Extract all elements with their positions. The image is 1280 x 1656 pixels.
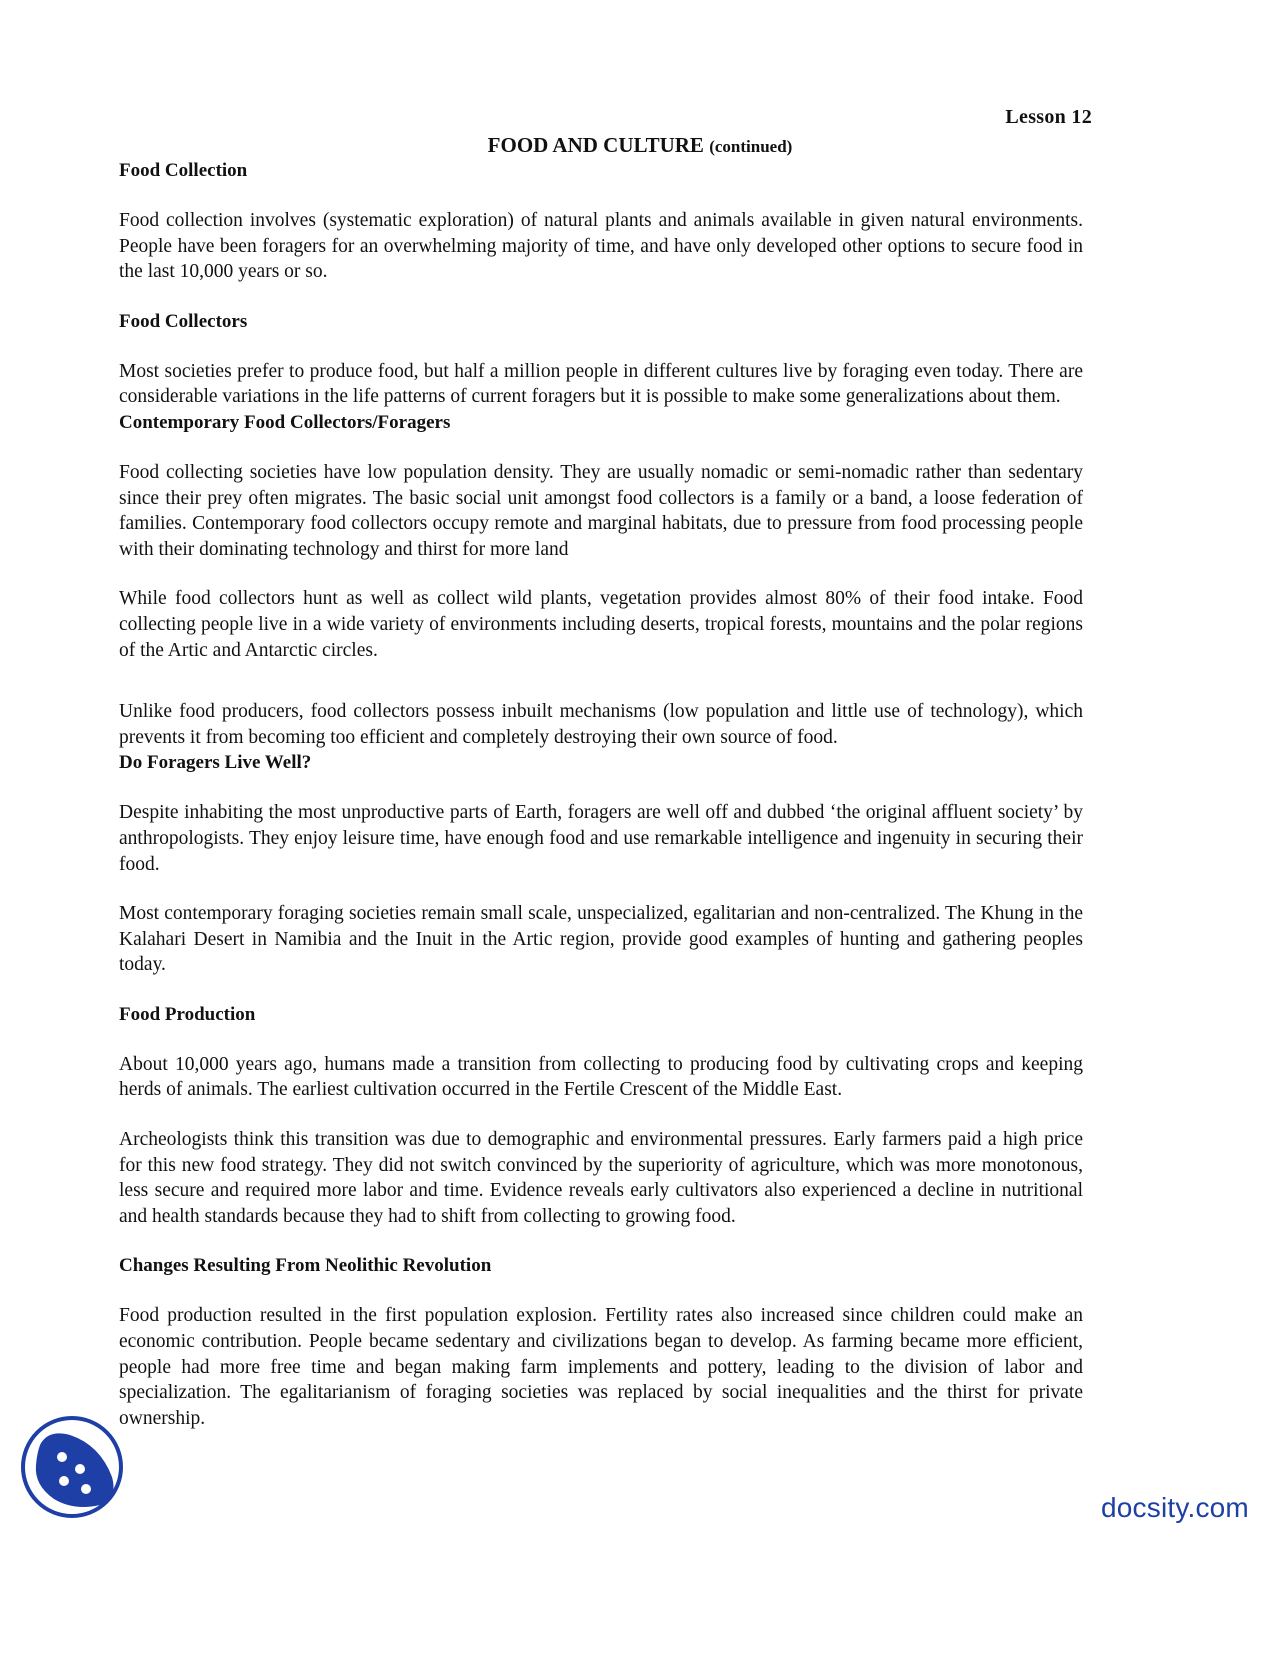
page-title-suffix: (continued) xyxy=(709,137,793,156)
section-heading: Contemporary Food Collectors/Foragers xyxy=(119,411,451,433)
docsity-watermark-link[interactable]: docsity.com xyxy=(1101,1492,1249,1523)
paragraph: Most societies prefer to produce food, but half a million people in different cultures live by foraging even today. There are considerable variations in the life patterns of current foragers but it is possible to make some generalizations about them. xyxy=(119,360,1083,408)
paragraph: While food collectors hunt as well as collect wild plants, vegetation provides almost 80% of their food intake. Food collecting people live in a wide variety of environments including deserts, tropical forests, mountains and the polar regions of the Artic and Antarctic circles. xyxy=(119,588,1083,661)
section-heading: Food Collectors xyxy=(119,310,248,332)
lesson-number: Lesson 12 xyxy=(1005,106,1092,128)
section-heading: Food Collection xyxy=(119,160,248,181)
section-heading: Do Foragers Live Well? xyxy=(119,752,312,774)
paragraph: Archeologists think this transition was due to demographic and environmental pressures. Early farmers paid a high price for this new food strategy. They did not switch convinced by the superiority of agriculture, which was more monotonous, less secure and required more labor and time. Evidence reveals early cultivators also experienced a decline in nutritional and health standards because they had to shift from collecting to growing food. xyxy=(119,1129,1083,1227)
section-heading: Food Production xyxy=(119,1003,256,1025)
section-heading: Changes Resulting From Neolithic Revolution xyxy=(119,1255,492,1277)
paragraph: Food collection involves (systematic exploration) of natural plants and animals available in given natural environments. People have been foragers for an overwhelming majority of time, and have only developed other options to secure food in the last 10,000 years or so. xyxy=(119,210,1083,283)
docsity-logo-icon xyxy=(20,1415,124,1519)
paragraph: Food production resulted in the first population explosion. Fertility rates also increased since children could make an economic contribution. People became sedentary and civilizations began to develop. As farming became more efficient, people had more free time and began making farm implements and pottery, leading to the division of labor and specialization. The egalitarianism of foraging societies was replaced by social inequalities and the thirst for private ownership. xyxy=(119,1305,1083,1429)
paragraph: About 10,000 years ago, humans made a transition from collecting to producing food by cultivating crops and keeping herds of animals. The earliest cultivation occurred in the Fertile Crescent of the Middle East. xyxy=(119,1053,1083,1101)
paragraph: Most contemporary foraging societies remain small scale, unspecialized, egalitarian and non-centralized. The Khung in the Kalahari Desert in Namibia and the Inuit in the Artic region, provide good examples of hunting and gathering peoples today. xyxy=(119,903,1083,976)
page-title-text: FOOD AND CULTURE xyxy=(487,133,704,157)
document-body xyxy=(119,158,1083,1431)
page-title xyxy=(0,133,1280,158)
paragraph: Despite inhabiting the most unproductive parts of Earth, foragers are well off and dubbed ‘the original affluent society’ by anthropologists. They enjoy leisure time, have enough food and use remarkable intelligence and ingenuity in securing their food. xyxy=(119,802,1083,875)
paragraph: Unlike food producers, food collectors possess inbuilt mechanisms (low population and little use of technology), which prevents it from becoming too efficient and completely destroying their own source of food. xyxy=(119,701,1083,748)
paragraph: Food collecting societies have low population density. They are usually nomadic or semi-nomadic rather than sedentary since their prey often migrates. The basic social unit amongst food collectors is a family or a band, a loose federation of families. Contemporary food collectors occupy remote and marginal habitats, due to pressure from food processing people with their dominating technology and thirst for more land xyxy=(119,461,1083,560)
